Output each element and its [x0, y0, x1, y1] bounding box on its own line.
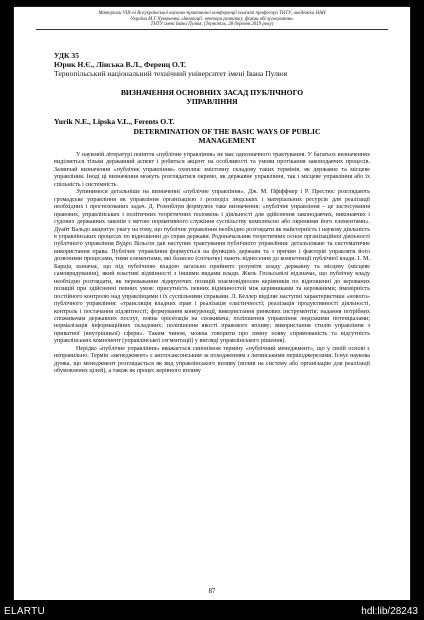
udk-code: УДК 35 [54, 51, 80, 60]
paragraph-3: Нерідко «публічне управління» вважається синонімом терміну «публічний менеджмент», що у своїй основі є неправильно. Термін «менеджмент» є англосаксонським за походженням з латинськими першоджерелами. Існує наукова думка, що менеджмент розглядається як вид управлінського впливу (вплив на систему або організацію для реалізації обумовлених цілей), а також як процес керівного впливу [54, 345, 370, 375]
affiliation: Тернопільський національний технічний університет імені Івана Пулюя [54, 69, 288, 78]
authors-en: Yurik N.E., Lipska V.L., Ferents O.T. [54, 117, 175, 126]
repository-name: ELARTU [4, 606, 46, 617]
article-body [54, 152, 370, 376]
page-number: 87 [208, 588, 216, 595]
handle-id: hdl:lib/28243 [361, 606, 418, 617]
header-line-3: ТНТУ імені Івана Пулюя, (Тернопіль, 28 березня 2019 року) [150, 22, 274, 28]
title-uk: ВИЗНАЧЕННЯ ОСНОВНИХ ЗАСАД ПУБЛІЧНОГО УПРАВЛІННЯ [120, 88, 304, 106]
document-page [14, 7, 410, 600]
paragraph-2: Зупинимося детальніше на визначенні «публічне управління». Дж. М. Пфіффнер і Р. Престюс розглядають громадське управління як управління організацією і розподіл людських і матеріальних ресурсів для реалізації необхідних і прогнозованих задач. Д. Розенблум формулює таке визначення: «публічне управління – це застосування правових, управлінських і політичних теоретичних положень і діяльності для здійснення законодавчих, виконавчих і судових державних законів з метою нормативного служіння суспільству комплексно або окремими його елементами». Дуайт Вальдо акцентує увагу на тому, що публічне управління необхідно розглядати як майстерність і наукову діяльність в управлінських процесах по відношенні до справ держави. Родоначальник теоретичних основ організаційної діяльності публічного управління Вудро Вільсон дав наступне трактування публічного управління: детальзоване та систематичне використання права. Публічне управління формується на функціях держави та з причин і факторів управляти його дозвоними процесами, тими елементами, які базисно (спочатку) мають віднесення до компетенції публічної влади. І. М. Барціц зазначає, що під публічною владою загально прийнято розуміти владу державну та місцеву (місцеве самоврядування), який властиві відмінності з іншими видами влади. Жиль Гюльсьмілі відзначає, що публічну владу необхідно розглядати, як переважання лідируючих позицій взаємовідносин керівників по відношенні до керованих позицій при здійсненні певних умов: присутність певних відмінностей між керівниками та керованими; ймовірність постійного контролю над управлінцями і їх суспільними справами. Л. Келлер виділяє наступні характеристики «нового» публічного управління: «трансляція владних прав і реалізація еластичності; реалізація продуктивності діяльності, контроль і постачання підзвітності; формування конкуренції, використання ринкових інструментів; надання потрібних споживачам державних послуг, повна орієнтація на споживача; поліпшення управління людськими потенціалами; нормалізація інформаційних складових; поліпшення якості правового впливу; використання стилів управління з приватної (внутрішньої) сфери». Таким чином, можна говорити про певну появу спрямованість та відсутність управлінських компонент (управлінської сегментації) у вигляді управлінського рішення). [54, 189, 370, 345]
footer-bar [0, 600, 424, 620]
header-line-1: Матеріали VIII-ої Всеукраїнської науково-практичної конференції пам'яті професора ТНТУ, академіка НАН [98, 11, 326, 16]
title-en: DETERMINATION OF THE BASIC WAYS OF PUBLIC MANAGEMENT [133, 127, 321, 145]
conference-header [36, 11, 388, 28]
authors-uk: Юрик Н.Є., Лінська В.Л., Ференц О.Т. [54, 60, 187, 69]
paragraph-1: У науковій літературі поняття «публічне управління» не має однозначного трактування. У багатьох визначеннях виділяється тільки державний аспект і робиться акцент на особливості та умови протікання законодавчих процесів. Зазвичай визначення «публічне управління» охоплює змістовну складову таких термінів, як державне та місцеве управління. Іноді ці визначення можуть розглядатися окремо, як державне управління, так і місцеве управління або їх спільність і системність. [54, 152, 370, 188]
header-line-2: України М.Г.Чумаченка «Інновації: вектори розвитку, форми обслуговування» [130, 16, 294, 22]
header-rule [36, 29, 388, 30]
